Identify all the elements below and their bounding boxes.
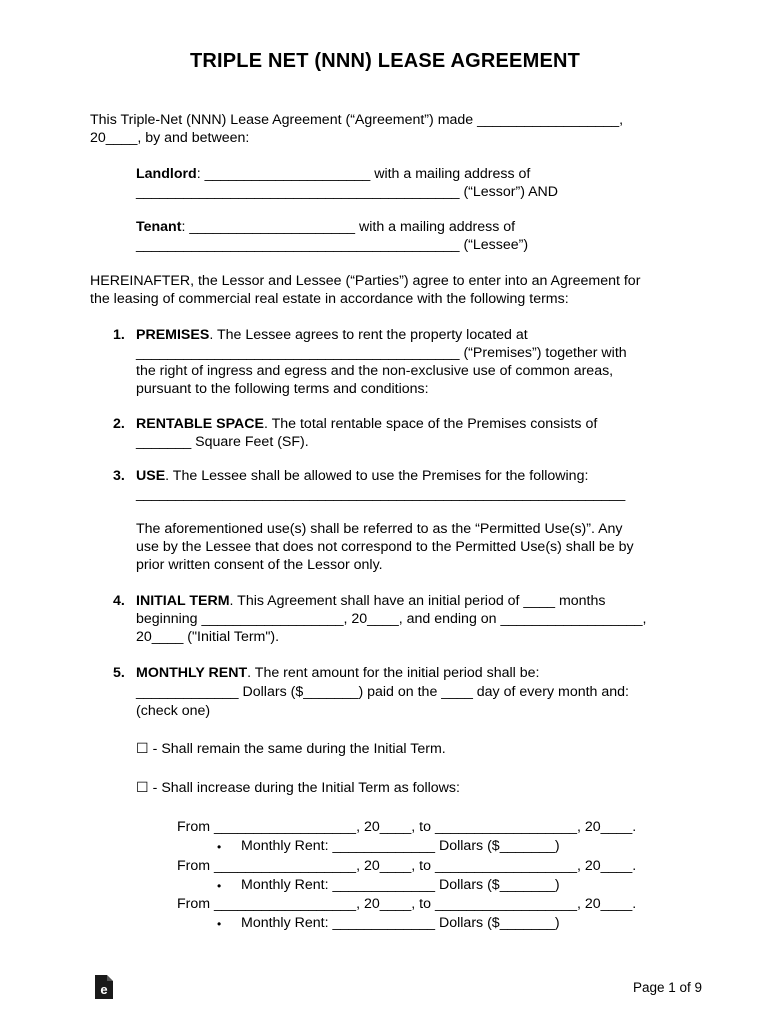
- schedule-row-2-from: From __________________, 20____, to __________________, 20____.: [177, 858, 637, 874]
- section-initial-term-line-2: beginning __________________, 20____, and ending on __________________,: [136, 611, 647, 627]
- rent-option-increase-checkbox[interactable]: ☐ - Shall increase during the Initial Term as follows:: [136, 780, 460, 796]
- schedule-row-3-bullet: •: [217, 917, 222, 931]
- section-1-number: 1.: [113, 327, 125, 343]
- hereinafter-line-1: HEREINAFTER, the Lessor and Lessee (“Parties”) agree to enter into an Agreement for: [90, 273, 641, 289]
- section-monthly-rent-line-1: MONTHLY RENT. The rent amount for the initial period shall be:: [136, 665, 540, 681]
- section-5-number: 5.: [113, 665, 125, 681]
- section-rentable-space-line-2: _______ Square Feet (SF).: [136, 434, 309, 450]
- intro-line-1: This Triple-Net (NNN) Lease Agreement (“Agreement”) made __________________,: [90, 112, 624, 128]
- document-title: TRIPLE NET (NNN) LEASE AGREEMENT: [189, 50, 581, 72]
- section-use-blank-line: ______________________________________________________________: [136, 486, 626, 502]
- tenant-line-1: [136, 218, 515, 236]
- landlord-label: Landlord: [136, 166, 197, 182]
- section-rentable-space-line-1: RENTABLE SPACE. The total rentable space of the Premises consists of: [136, 416, 598, 432]
- rent-option-same-checkbox[interactable]: ☐ - Shall remain the same during the Initial Term.: [136, 741, 446, 757]
- section-monthly-rent-heading: MONTHLY RENT: [136, 665, 248, 681]
- section-initial-term-heading: INITIAL TERM: [136, 593, 230, 609]
- section-premises-line-1: PREMISES. The Lessee agrees to rent the property located at: [136, 327, 528, 343]
- section-rentable-space-heading: RENTABLE SPACE: [136, 416, 264, 432]
- intro-line-2: 20____, by and between:: [90, 130, 250, 146]
- schedule-row-3-rent: Monthly Rent: _____________ Dollars ($_______): [241, 915, 560, 931]
- section-initial-term-line-3: 20____ ("Initial Term").: [136, 629, 280, 645]
- landlord-line-1: [136, 165, 530, 183]
- tenant-label: Tenant: [136, 219, 182, 235]
- landlord-line-2: _________________________________________ (“Lessor”) AND: [136, 184, 559, 200]
- tenant-line-2: _________________________________________ (“Lessee”): [136, 237, 529, 253]
- section-use-line-1: USE. The Lessee shall be allowed to use the Premises for the following:: [136, 468, 589, 484]
- section-premises-heading: PREMISES: [136, 327, 210, 343]
- section-2-number: 2.: [113, 416, 125, 432]
- section-4-number: 4.: [113, 593, 125, 609]
- tenant-address-prompt: : _____________________ with a mailing address of: [181, 219, 516, 235]
- landlord-address-prompt: : _____________________ with a mailing address of: [196, 166, 531, 182]
- section-monthly-rent-line-2: _____________ Dollars ($_______) paid on the ____ day of every month and:: [136, 684, 629, 700]
- section-use-line-3: The aforementioned use(s) shall be referred to as the “Permitted Use(s)”. Any: [136, 521, 623, 537]
- schedule-row-1-from: From __________________, 20____, to __________________, 20____.: [177, 819, 637, 835]
- section-use-line-5: prior written consent of the Lessor only.: [136, 557, 383, 573]
- schedule-row-2-bullet: •: [217, 879, 222, 893]
- section-use-line-4: use by the Lessee that does not correspond to the Permitted Use(s) shall be by: [136, 539, 634, 555]
- section-premises-line-2: _________________________________________ (“Premises”) together with: [136, 345, 627, 361]
- hereinafter-line-2: the leasing of commercial real estate in accordance with the following terms:: [90, 291, 569, 307]
- schedule-row-1-bullet: •: [217, 840, 222, 854]
- schedule-row-2-rent: Monthly Rent: _____________ Dollars ($_______): [241, 877, 560, 893]
- section-monthly-rent-line-3: (check one): [136, 703, 211, 719]
- eforms-logo-icon: [95, 975, 113, 999]
- section-initial-term-line-1: INITIAL TERM. This Agreement shall have an initial period of ____ months: [136, 593, 606, 609]
- page-number: Page 1 of 9: [632, 980, 702, 995]
- schedule-row-3-from: From __________________, 20____, to __________________, 20____.: [177, 896, 637, 912]
- schedule-row-1-rent: Monthly Rent: _____________ Dollars ($_______): [241, 838, 560, 854]
- section-3-number: 3.: [113, 468, 125, 484]
- section-premises-line-4: pursuant to the following terms and conditions:: [136, 381, 429, 397]
- svg-text:e: e: [100, 982, 108, 997]
- section-premises-line-3: the right of ingress and egress and the non-exclusive use of common areas,: [136, 363, 614, 379]
- section-use-heading: USE: [136, 468, 166, 484]
